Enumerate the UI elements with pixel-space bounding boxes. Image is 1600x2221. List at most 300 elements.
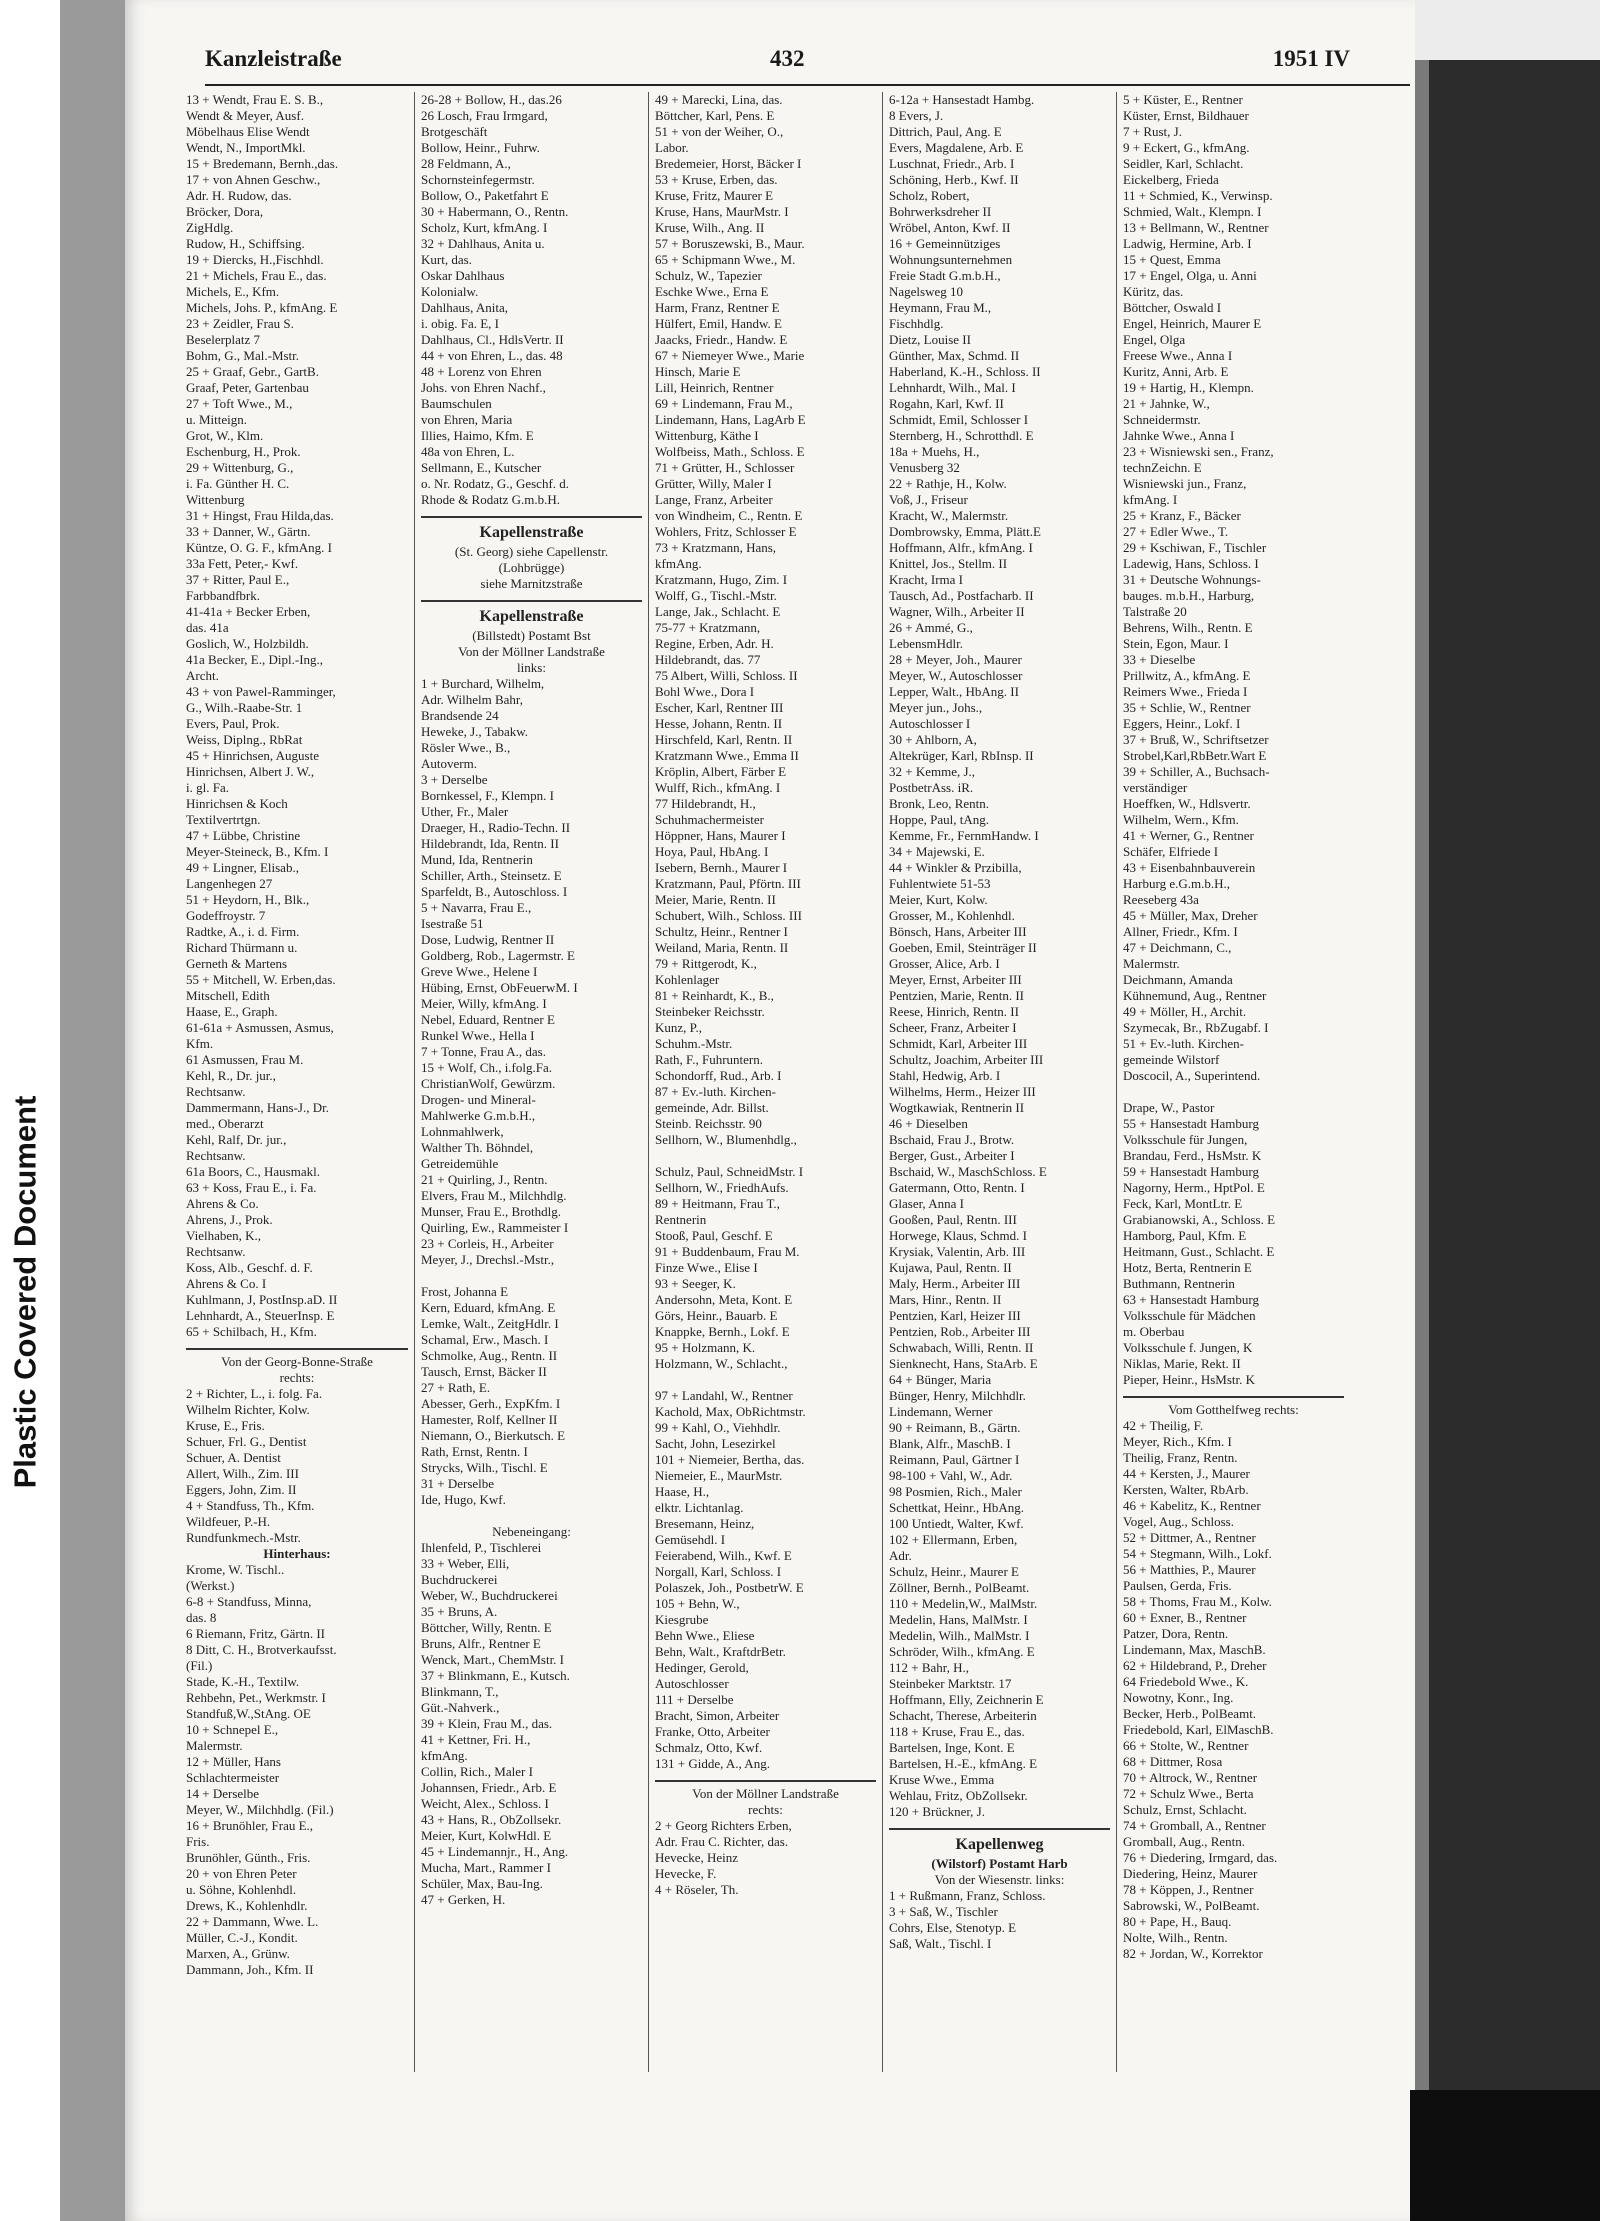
- directory-entry: Böttcher, Oswald I: [1123, 300, 1222, 315]
- directory-entry: Frost, Johanna E: [421, 1284, 509, 1299]
- directory-entry: 6-8 + Standfuss, Minna,: [186, 1594, 312, 1609]
- directory-entry: Behn, Walt., KraftdrBetr.: [655, 1644, 786, 1659]
- directory-entry: Schamal, Erw., Masch. I: [421, 1332, 549, 1347]
- directory-entry: 98 Posmien, Rich., Maler: [889, 1484, 1022, 1499]
- directory-entry: 29 + Wittenburg, G.,: [186, 460, 294, 475]
- directory-entry: 5 + Navarra, Frau E.,: [421, 900, 532, 915]
- directory-entry: Lange, Jak., Schlacht. E: [655, 604, 781, 619]
- directory-entry: Kemme, Fr., FernmHandw. I: [889, 828, 1039, 843]
- directory-entry: Schüler, Max, Bau-Ing.: [421, 1876, 543, 1891]
- directory-entry: 47 + Gerken, H.: [421, 1892, 506, 1907]
- directory-entry: kfmAng. I: [1123, 492, 1178, 507]
- section-note: rechts:: [748, 1802, 783, 1817]
- directory-entry: Schultz, Joachim, Arbeiter III: [889, 1052, 1044, 1067]
- directory-entry: 44 + Winkler & Przibilla,: [889, 860, 1022, 875]
- directory-entry: 37 + Bruß, W., Schriftsetzer: [1123, 732, 1269, 747]
- directory-entry: Strycks, Wilh., Tischl. E: [421, 1460, 548, 1475]
- section-note: Von der Möllner Landstraße: [458, 644, 605, 659]
- directory-entry: 93 + Seeger, K.: [655, 1276, 736, 1291]
- directory-entry: Küritz, das.: [1123, 284, 1184, 299]
- directory-entry: Schmalz, Otto, Kwf.: [655, 1740, 763, 1755]
- directory-entry: Dammermann, Hans-J., Dr.: [186, 1100, 329, 1115]
- directory-entry: Isebern, Bernh., Maurer I: [655, 860, 788, 875]
- directory-entry: Seidler, Karl, Schlacht.: [1123, 156, 1244, 171]
- directory-entry: Baumschulen: [421, 396, 492, 411]
- directory-entry: [655, 1372, 876, 1388]
- directory-entry: Meier, Marie, Rentn. II: [655, 892, 776, 907]
- directory-entry: Kratzmann, Hugo, Zim. I: [655, 572, 788, 587]
- directory-entry: Schmolke, Aug., Rentn. II: [421, 1348, 558, 1363]
- directory-entry: Collin, Rich., Maler I: [421, 1764, 533, 1779]
- directory-column: [648, 92, 882, 2072]
- directory-entry: Michels, Johs. P., kfmAng. E: [186, 300, 338, 315]
- directory-entry: 28 + Meyer, Joh., Maurer: [889, 652, 1022, 667]
- directory-entry: Bronk, Leo, Rentn.: [889, 796, 990, 811]
- directory-column: [414, 92, 648, 2072]
- directory-entry: Allner, Friedr., Kfm. I: [1123, 924, 1238, 939]
- directory-entry: Elvers, Frau M., Milchhdlg.: [421, 1188, 567, 1203]
- directory-entry: 19 + Hartig, H., Klempn.: [1123, 380, 1254, 395]
- directory-entry: 65 + Schipmann Wwe., M.: [655, 252, 796, 267]
- directory-entry: Lohnmahlwerk,: [421, 1124, 504, 1139]
- directory-entry: Dahlhaus, Cl., HdlsVertr. II: [421, 332, 564, 347]
- section-note: (St. Georg) siehe Capellenstr.: [454, 544, 609, 559]
- directory-entry: Eickelberg, Frieda: [1123, 172, 1219, 187]
- directory-entry: Schmidt, Emil, Schlosser I: [889, 412, 1029, 427]
- directory-entry: 5 + Küster, E., Rentner: [1123, 92, 1243, 107]
- directory-entry: Zöllner, Bernh., PolBeamt.: [889, 1580, 1030, 1595]
- directory-entry: 56 + Matthies, P., Maurer: [1123, 1562, 1256, 1577]
- directory-entry: 12 + Müller, Hans: [186, 1754, 281, 1769]
- directory-entry: 1 + Burchard, Wilhelm,: [421, 676, 545, 691]
- directory-entry: Johs. von Ehren Nachf.,: [421, 380, 546, 395]
- directory-entry: 110 + Medelin,W., MalMstr.: [889, 1596, 1038, 1611]
- directory-entry: Schubert, Wilh., Schloss. III: [655, 908, 802, 923]
- directory-column: [180, 92, 414, 2072]
- directory-entry: 35 + Schlie, W., Rentner: [1123, 700, 1251, 715]
- directory-entry: 91 + Buddenbaum, Frau M.: [655, 1244, 800, 1259]
- directory-entry: Johannsen, Friedr., Arb. E: [421, 1780, 557, 1795]
- directory-entry: Rogahn, Karl, Kwf. II: [889, 396, 1004, 411]
- directory-entry: Schneidermstr.: [1123, 412, 1201, 427]
- directory-entry: Malermstr.: [186, 1738, 243, 1753]
- directory-entry: Hesse, Johann, Rentn. II: [655, 716, 783, 731]
- directory-entry: 34 + Majewski, E.: [889, 844, 985, 859]
- directory-entry: 58 + Thoms, Frau M., Kolw.: [1123, 1594, 1272, 1609]
- directory-entry: Kruse, Hans, MaurMstr. I: [655, 204, 789, 219]
- directory-entry: Kracht, Irma I: [889, 572, 963, 587]
- directory-entry: Lange, Franz, Arbeiter: [655, 492, 773, 507]
- directory-entry: Ladewig, Hans, Schloss. I: [1123, 556, 1259, 571]
- directory-entry: 82 + Jordan, W., Korrektor: [1123, 1946, 1263, 1961]
- directory-entry: Schacht, Therese, Arbeiterin: [889, 1708, 1037, 1723]
- directory-entry: 3 + Saß, W., Tischler: [889, 1904, 998, 1919]
- directory-entry: Hoeffken, W., Hdlsvertr.: [1123, 796, 1251, 811]
- directory-entry: Wendt & Meyer, Ausf.: [186, 108, 304, 123]
- directory-entry: 27 + Toft Wwe., M.,: [186, 396, 293, 411]
- directory-entry: 60 + Exner, B., Rentner: [1123, 1610, 1247, 1625]
- directory-entry: Altekrüger, Karl, RbInsp. II: [889, 748, 1034, 763]
- section-divider: [889, 1820, 1110, 1830]
- directory-entry: Böttcher, Karl, Pens. E: [655, 108, 775, 123]
- directory-entry: Volksschule für Mädchen: [1123, 1308, 1256, 1323]
- directory-entry: gemeinde, Adr. Billst.: [655, 1100, 769, 1115]
- directory-entry: Schuer, A. Dentist: [186, 1450, 281, 1465]
- directory-entry: Kratzmann, Paul, Pförtn. III: [655, 876, 801, 891]
- directory-entry: Drape, W., Pastor: [1123, 1100, 1215, 1115]
- directory-entry: 70 + Altrock, W., Rentner: [1123, 1770, 1258, 1785]
- directory-entry: Quirling, Ew., Rammeister I: [421, 1220, 569, 1235]
- directory-entry: Gooßen, Paul, Rentn. III: [889, 1212, 1017, 1227]
- directory-entry: Maly, Herm., Arbeiter III: [889, 1276, 1021, 1291]
- directory-entry: Dittrich, Paul, Ang. E: [889, 124, 1002, 139]
- directory-entry: Hamester, Rolf, Kellner II: [421, 1412, 558, 1427]
- directory-entry: Steinb. Reichsstr. 90: [655, 1116, 762, 1131]
- directory-entry: 20 + von Ehren Peter: [186, 1866, 297, 1881]
- directory-entry: 102 + Ellermann, Erben,: [889, 1532, 1018, 1547]
- directory-entry: Bschaid, Frau J., Brotw.: [889, 1132, 1015, 1147]
- directory-entry: Kröplin, Albert, Färber E: [655, 764, 787, 779]
- directory-entry: Wildfeuer, P.-H.: [186, 1514, 271, 1529]
- directory-entry: 99 + Kahl, O., Viehhdlr.: [655, 1420, 781, 1435]
- directory-entry: Hinrichsen & Koch: [186, 796, 288, 811]
- directory-entry: Behn Wwe., Eliese: [655, 1628, 755, 1643]
- directory-entry: Kruse Wwe., Emma: [889, 1772, 995, 1787]
- directory-entry: 76 + Diedering, Irmgard, das.: [1123, 1850, 1278, 1865]
- directory-entry: Kunz, P.,: [655, 1020, 702, 1035]
- directory-entry: 49 + Lingner, Elisab.,: [186, 860, 299, 875]
- directory-entry: 52 + Dittmer, A., Rentner: [1123, 1530, 1256, 1545]
- directory-entry: Fischhdlg.: [889, 316, 944, 331]
- directory-entry: 2 + Georg Richters Erben,: [655, 1818, 792, 1833]
- directory-entry: Meyer, W., Autoschlosser: [889, 668, 1023, 683]
- directory-entry: Brandsende 24: [421, 708, 499, 723]
- directory-entry: 23 + Wisniewski sen., Franz,: [1123, 444, 1274, 459]
- directory-entry: Grabianowski, A., Schloss. E: [1123, 1212, 1276, 1227]
- section-note: (Billstedt) Postamt Bst: [472, 628, 591, 643]
- directory-entry: 51 + Heydorn, H., Blk.,: [186, 892, 310, 907]
- directory-entry: Reeseberg 43a: [1123, 892, 1199, 907]
- directory-entry: 21 + Quirling, J., Rentn.: [421, 1172, 548, 1187]
- directory-entry: Rehbehn, Pet., Werkmstr. I: [186, 1690, 326, 1705]
- directory-entry: Bohl Wwe., Dora I: [655, 684, 755, 699]
- section-note: Hinterhaus:: [263, 1546, 331, 1561]
- directory-entry: Illies, Haimo, Kfm. E: [421, 428, 534, 443]
- directory-entry: 75-77 + Kratzmann,: [655, 620, 761, 635]
- directory-entry: Getreidemühle: [421, 1156, 499, 1171]
- directory-entry: Meyer, W., Milchhdlg. (Fil.): [186, 1802, 334, 1817]
- directory-entry: Ahrens & Co. I: [186, 1276, 267, 1291]
- directory-entry: 75 Albert, Willi, Schloss. II: [655, 668, 798, 683]
- directory-entry: 16 + Brunöhler, Frau E.,: [186, 1818, 314, 1833]
- directory-entry: 43 + von Pawel-Ramminger,: [186, 684, 336, 699]
- directory-entry: 81 + Reinhardt, K., B.,: [655, 988, 774, 1003]
- directory-entry: 33 + Danner, W., Gärtn.: [186, 524, 311, 539]
- directory-entry: Sternberg, H., Schrotthdl. E: [889, 428, 1034, 443]
- directory-entry: 16 + Gemeinnütziges: [889, 236, 1001, 251]
- directory-entry: Stooß, Paul, Geschf. E: [655, 1228, 773, 1243]
- directory-entry: Koss, Alb., Geschf. d. F.: [186, 1260, 313, 1275]
- directory-entry: 77 Hildebrandt, H.,: [655, 796, 756, 811]
- directory-entry: [421, 1268, 642, 1284]
- directory-entry: Hildebrandt, das. 77: [655, 652, 761, 667]
- directory-entry: Küntze, O. G. F., kfmAng. I: [186, 540, 332, 555]
- directory-entry: 17 + von Ahnen Geschw.,: [186, 172, 321, 187]
- directory-entry: Wilhelm Richter, Kolw.: [186, 1402, 310, 1417]
- directory-entry: Müller, C.-J., Kondit.: [186, 1930, 298, 1945]
- directory-entry: Glaser, Anna I: [889, 1196, 964, 1211]
- directory-entry: Wendt, N., ImportMkl.: [186, 140, 306, 155]
- directory-entry: Nebel, Eduard, Rentner E: [421, 1012, 555, 1027]
- directory-entry: 57 + Boruszewski, B., Maur.: [655, 236, 805, 251]
- section-note: siehe Marnitzstraße: [480, 576, 583, 591]
- directory-entry: Allert, Wilh., Zim. III: [186, 1466, 299, 1481]
- directory-entry: 30 + Habermann, O., Rentn.: [421, 204, 569, 219]
- directory-entry: Kiesgrube: [655, 1612, 709, 1627]
- directory-entry: Finze Wwe., Elise I: [655, 1260, 758, 1275]
- directory-entry: Venusberg 32: [889, 460, 960, 475]
- directory-entry: 21 + Michels, Frau E., das.: [186, 268, 327, 283]
- directory-entry: Rudow, H., Schiffsing.: [186, 236, 305, 251]
- directory-entry: Kfm.: [186, 1036, 214, 1051]
- directory-entry: Evers, Magdalene, Arb. E: [889, 140, 1024, 155]
- directory-entry: ChristianWolf, Gewürzm.: [421, 1076, 556, 1091]
- directory-entry: Schäfer, Elfriede I: [1123, 844, 1219, 859]
- directory-entry: 41 + Werner, G., Rentner: [1123, 828, 1254, 843]
- directory-entry: 8 Ditt, C. H., Brotverkaufsst.: [186, 1642, 337, 1657]
- section-note: rechts:: [279, 1370, 315, 1385]
- directory-entry: 89 + Heitmann, Frau T.,: [655, 1196, 780, 1211]
- directory-entry: 118 + Kruse, Frau E., das.: [889, 1724, 1025, 1739]
- directory-entry: Nowotny, Konr., Ing.: [1123, 1690, 1234, 1705]
- directory-entry: Sparfeldt, B., Autoschloss. I: [421, 884, 568, 899]
- directory-entry: 47 + Lübbe, Christine: [186, 828, 301, 843]
- directory-entry: Kehl, Ralf, Dr. jur.,: [186, 1132, 287, 1147]
- directory-entry: 64 + Bünger, Maria: [889, 1372, 992, 1387]
- directory-entry: Bschaid, W., MaschSchloss. E: [889, 1164, 1047, 1179]
- directory-entry: Bönsch, Hans, Arbeiter III: [889, 924, 1027, 939]
- directory-entry: Drogen- und Mineral-: [421, 1092, 536, 1107]
- directory-entry: i. Fa. Günther H. C.: [186, 476, 290, 491]
- directory-entry: Wolfbeiss, Math., Schloss. E: [655, 444, 805, 459]
- directory-entry: Friedebold, Karl, ElMaschB.: [1123, 1722, 1274, 1737]
- directory-entry: i. gl. Fa.: [186, 780, 229, 795]
- directory-entry: 26 + Ammé, G.,: [889, 620, 973, 635]
- directory-entry: Michels, E., Kfm.: [186, 284, 280, 299]
- directory-entry: Gemüsehdl. I: [655, 1532, 726, 1547]
- directory-entry: 33 + Weber, Elli,: [421, 1556, 510, 1571]
- directory-entry: Feierabend, Wilh., Kwf. E: [655, 1548, 792, 1563]
- directory-entry: 18a + Muehs, H.,: [889, 444, 980, 459]
- directory-entry: 61-61a + Asmussen, Asmus,: [186, 1020, 334, 1035]
- directory-entry: das. 8: [186, 1610, 217, 1625]
- directory-entry: Knappke, Bernh., Lokf. E: [655, 1324, 790, 1339]
- directory-entry: von Ehren, Maria: [421, 412, 513, 427]
- directory-entry: Langenhegen 27: [186, 876, 273, 891]
- directory-entry: Voß, J., Friseur: [889, 492, 968, 507]
- directory-entry: 66 + Stolte, W., Rentner: [1123, 1738, 1249, 1753]
- directory-entry: Theilig, Franz, Rentn.: [1123, 1450, 1238, 1465]
- directory-entry: 112 + Bahr, H.,: [889, 1660, 969, 1675]
- directory-entry: Autoschlosser I: [889, 716, 971, 731]
- directory-entry: Godeffroystr. 7: [186, 908, 266, 923]
- directory-entry: Bohrwerksdreher II: [889, 204, 992, 219]
- directory-entry: 61a Boors, C., Hausmakl.: [186, 1164, 320, 1179]
- directory-entry: Schondorff, Rud., Arb. I: [655, 1068, 782, 1083]
- directory-entry: Lehnhardt, A., SteuerInsp. E: [186, 1308, 335, 1323]
- directory-entry: Mahlwerke G.m.b.H.,: [421, 1108, 536, 1123]
- directory-entry: Kühnemund, Aug., Rentner: [1123, 988, 1267, 1003]
- directory-entry: das. 41a: [186, 620, 229, 635]
- directory-entry: Kratzmann Wwe., Emma II: [655, 748, 799, 763]
- directory-entry: Goslich, W., Holzbildh.: [186, 636, 309, 651]
- directory-entry: 19 + Diercks, H.,Fischhdl.: [186, 252, 324, 267]
- directory-entry: 33a Fett, Peter,- Kwf.: [186, 556, 299, 571]
- directory-entry: Diedering, Heinz, Maurer: [1123, 1866, 1258, 1881]
- directory-entry: Feck, Karl, MontLtr. E: [1123, 1196, 1243, 1211]
- directory-entry: 69 + Lindemann, Frau M.,: [655, 396, 793, 411]
- directory-entry: Ide, Hugo, Kwf.: [421, 1492, 506, 1507]
- directory-entry: Szymecak, Br., RbZugabf. I: [1123, 1020, 1269, 1035]
- street-heading: Kapellenstraße: [479, 524, 584, 541]
- directory-entry: 2 + Richter, L., i. folg. Fa.: [186, 1386, 323, 1401]
- directory-entry: Wilhelms, Herm., Heizer III: [889, 1084, 1036, 1099]
- directory-entry: 64 Friedebold Wwe., K.: [1123, 1674, 1249, 1689]
- directory-entry: Kuhlmann, J, PostInsp.aD. II: [186, 1292, 338, 1307]
- directory-entry: Kruse, Wilh., Ang. II: [655, 220, 765, 235]
- directory-entry: 43 + Eisenbahnbauverein: [1123, 860, 1256, 875]
- directory-entry: Schulz, Ernst, Schlacht.: [1123, 1802, 1247, 1817]
- directory-entry: Buchdruckerei: [421, 1572, 498, 1587]
- directory-entry: Sienknecht, Hans, StaArb. E: [889, 1356, 1038, 1371]
- directory-entry: 22 + Rathje, H., Kolw.: [889, 476, 1007, 491]
- directory-entry: Adr. H. Rudow, das.: [186, 188, 292, 203]
- directory-entry: Cohrs, Else, Stenotyp. E: [889, 1920, 1017, 1935]
- directory-entry: Stahl, Hedwig, Arb. I: [889, 1068, 1001, 1083]
- directory-entry: Möbelhaus Elise Wendt: [186, 124, 310, 139]
- directory-entry: Stein, Egon, Maur. I: [1123, 636, 1229, 651]
- directory-entry: Lehnhardt, Wilh., Mal. I: [889, 380, 1016, 395]
- directory-entry: Wenck, Mart., ChemMstr. I: [421, 1652, 565, 1667]
- directory-entry: kfmAng.: [421, 1748, 468, 1763]
- directory-entry: Evers, Paul, Prok.: [186, 716, 280, 731]
- directory-entry: 71 + Grütter, H., Schlosser: [655, 460, 795, 475]
- section-divider: [421, 508, 642, 518]
- directory-entry: Kehl, R., Dr. jur.,: [186, 1068, 276, 1083]
- section-divider: [186, 1340, 408, 1350]
- directory-entry: Meyer, J., Drechsl.-Mstr.,: [421, 1252, 555, 1267]
- directory-entry: Abesser, Gerh., ExpKfm. I: [421, 1396, 561, 1411]
- directory-entry: Hevecke, F.: [655, 1866, 717, 1881]
- directory-entry: 39 + Klein, Frau M., das.: [421, 1716, 553, 1731]
- directory-entry: 22 + Dammann, Wwe. L.: [186, 1914, 319, 1929]
- directory-entry: Wogtkawiak, Rentnerin II: [889, 1100, 1025, 1115]
- directory-entry: 63 + Hansestadt Hamburg: [1123, 1292, 1259, 1307]
- directory-entry: Goldberg, Rob., Lagermstr. E: [421, 948, 575, 963]
- directory-entry: Mucha, Mart., Rammer I: [421, 1860, 551, 1875]
- directory-entry: 28 Feldmann, A.,: [421, 156, 511, 171]
- directory-entry: Nagorny, Herm., HptPol. E: [1123, 1180, 1265, 1195]
- directory-entry: Bünger, Henry, Milchhdlr.: [889, 1388, 1026, 1403]
- directory-entry: Wolff, G., Tischl.-Mstr.: [655, 588, 777, 603]
- directory-entry: Sellhorn, W., FriedhAufs.: [655, 1180, 789, 1195]
- directory-entry: Vogel, Aug., Schloss.: [1123, 1514, 1234, 1529]
- directory-entry: Schmidt, Karl, Arbeiter III: [889, 1036, 1028, 1051]
- section-note: (Lohbrügge): [498, 560, 565, 575]
- directory-entry: 49 + Möller, H., Archit.: [1123, 1004, 1247, 1019]
- directory-entry: Rösler Wwe., B.,: [421, 740, 511, 755]
- directory-entry: Hildebrandt, Ida, Rentn. II: [421, 836, 559, 851]
- directory-entry: Volksschule für Jungen,: [1123, 1132, 1248, 1147]
- directory-entry: Engel, Olga: [1123, 332, 1186, 347]
- directory-entry: Engel, Heinrich, Maurer E: [1123, 316, 1262, 331]
- directory-entry: 41-41a + Becker Erben,: [186, 604, 311, 619]
- directory-entry: Rath, Ernst, Rentn. I: [421, 1444, 528, 1459]
- directory-entry: 54 + Stegmann, Wilh., Lokf.: [1123, 1546, 1272, 1561]
- directory-entry: 101 + Niemeier, Bertha, das.: [655, 1452, 805, 1467]
- directory-entry: Hinsch, Marie E: [655, 364, 741, 379]
- section-divider: [1123, 1388, 1344, 1398]
- directory-entry: Isestraße 51: [421, 916, 484, 931]
- directory-entry: Adr. Frau C. Richter, das.: [655, 1834, 789, 1849]
- directory-entry: Hedinger, Gerold,: [655, 1660, 749, 1675]
- directory-columns: [180, 92, 1410, 2072]
- directory-entry: 90 + Reimann, B., Gärtn.: [889, 1420, 1021, 1435]
- directory-entry: 31 + Derselbe: [421, 1476, 495, 1491]
- directory-entry: Reimers Wwe., Frieda I: [1123, 684, 1248, 699]
- directory-entry: Gerneth & Martens: [186, 956, 288, 971]
- directory-entry: Pieper, Heinr., HsMstr. K: [1123, 1372, 1255, 1387]
- directory-entry: Goeben, Emil, Steinträger II: [889, 940, 1037, 955]
- directory-entry: 9 + Eckert, G., kfmAng.: [1123, 140, 1250, 155]
- directory-entry: Lindemann, Hans, LagArb E: [655, 412, 806, 427]
- directory-entry: 35 + Bruns, A.: [421, 1604, 498, 1619]
- directory-entry: 32 + Kemme, J.,: [889, 764, 976, 779]
- directory-entry: 6 Riemann, Fritz, Gärtn. II: [186, 1626, 325, 1641]
- directory-entry: Reimann, Paul, Gärtner I: [889, 1452, 1020, 1467]
- directory-entry: 8 Evers, J.: [889, 108, 944, 123]
- directory-entry: bauges. m.b.H., Harburg,: [1123, 588, 1255, 603]
- directory-entry: 11 + Schmied, K., Verwinsp.: [1123, 188, 1273, 203]
- directory-entry: 73 + Kratzmann, Hans,: [655, 540, 777, 555]
- directory-entry: Schulz, Heinr., Maurer E: [889, 1564, 1019, 1579]
- directory-entry: Eschenburg, H., Prok.: [186, 444, 301, 459]
- directory-entry: 105 + Behn, W.,: [655, 1596, 740, 1611]
- directory-entry: Grot, W., Klm.: [186, 428, 264, 443]
- directory-entry: Brandau, Ferd., HsMstr. K: [1123, 1148, 1262, 1163]
- directory-entry: i. obig. Fa. E, I: [421, 316, 499, 331]
- directory-entry: Bartelsen, H.-E., kfmAng. E: [889, 1756, 1038, 1771]
- directory-entry: Ahrens, J., Prok.: [186, 1212, 273, 1227]
- directory-entry: 41 + Kettner, Fri. H.,: [421, 1732, 531, 1747]
- directory-entry: Scholz, Kurt, kfmAng. I: [421, 220, 548, 235]
- directory-entry: 51 + von der Weiher, O.,: [655, 124, 784, 139]
- directory-entry: Jahnke Wwe., Anna I: [1123, 428, 1235, 443]
- directory-entry: Bredemeier, Horst, Bäcker I: [655, 156, 802, 171]
- directory-entry: Bollow, O., Paketfahrt E: [421, 188, 549, 203]
- directory-entry: Schwabach, Willi, Rentn. II: [889, 1340, 1034, 1355]
- header-street-name: Kanzleistraße: [205, 46, 342, 71]
- directory-entry: Gromball, Aug., Rentn.: [1123, 1834, 1246, 1849]
- directory-entry: Schmied, Walt., Klempn. I: [1123, 204, 1262, 219]
- directory-entry: 17 + Engel, Olga, u. Anni: [1123, 268, 1257, 283]
- directory-entry: Heitmann, Gust., Schlacht. E: [1123, 1244, 1275, 1259]
- directory-entry: 32 + Dahlhaus, Anita u.: [421, 236, 545, 251]
- directory-entry: Luschnat, Friedr., Arb. I: [889, 156, 1015, 171]
- directory-entry: Oskar Dahlhaus: [421, 268, 505, 283]
- directory-entry: m. Oberbau: [1123, 1324, 1185, 1339]
- directory-entry: Schuhmachermeister: [655, 812, 765, 827]
